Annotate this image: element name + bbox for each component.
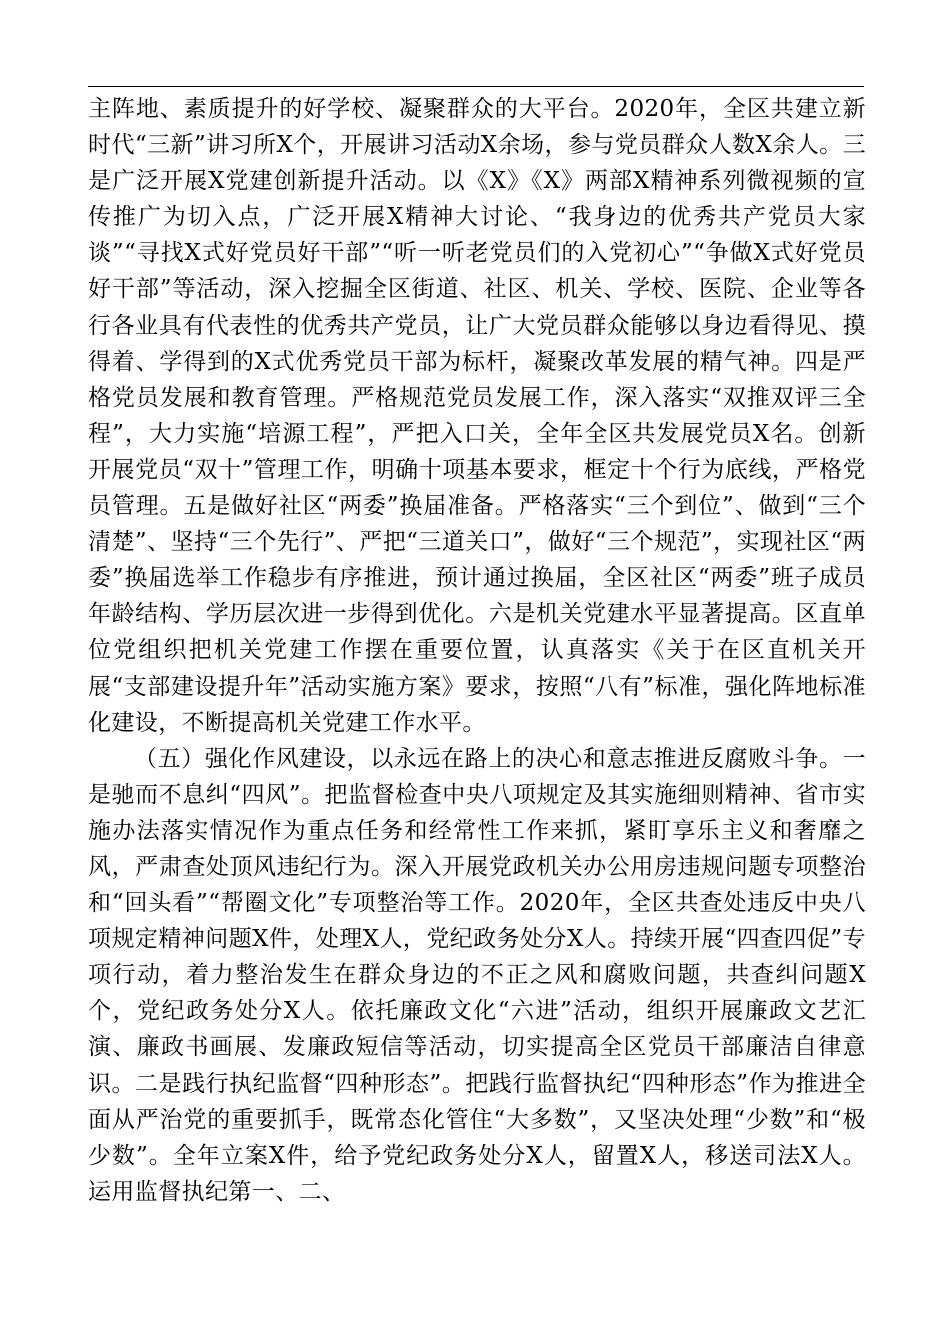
document-body (88, 91, 866, 1210)
header-rule (88, 86, 864, 87)
paragraph-section-five: （五）强化作风建设，以永远在路上的决心和意志推进反腐败斗争。一是驰而不息纠“四风”。把监督检查中央八项规定及其实施细则精神、省市实施办法落实情况作为重点任务和经常性工作来抓，紧盯享乐主义和奢靡之风，严肃查处顶风违纪行为。深入开展党政机关办公用房违规问题专项整治和“回头看”“帮圈文化”专项整治等工作。2020年，全区共查处违反中央八项规定精神问题X件，处理X人，党纪政务处分X人。持续开展“四查四促”专项行动，着力整治发生在群众身边的不正之风和腐败问题，共查纠问题X个，党纪政务处分X人。依托廉政文化“六进”活动，组织开展廉政文艺汇演、廉政书画展、发廉政短信等活动，切实提高全区党员干部廉洁自律意识。二是践行执纪监督“四种形态”。把践行监督执纪“四种形态”作为推进全面从严治党的重要抓手，既常态化管住“大多数”，又坚决处理“少数”和“极少数”。全年立案X件，给予党纪政务处分X人，留置X人，移送司法X人。运用监督执纪第一、二、 (88, 745, 866, 1205)
paragraph-continuation: 主阵地、素质提升的好学校、凝聚群众的大平台。2020年，全区共建立新时代“三新”讲习所X个，开展讲习活动X余场，参与党员群众人数X余人。三是广泛开展X党建创新提升活动。以《X》《X》两部X精神系列微视频的宣传推广为切入点，广泛开展X精神大讨论、“我身边的优秀共产党员大家谈”“寻找X式好党员好干部”“听一听老党员们的入党初心”“争做X式好党员好干部”等活动，深入挖掘全区街道、社区、机关、学校、医院、企业等各行各业具有代表性的优秀共产党员，让广大党员群众能够以身边看得见、摸得着、学得到的X式优秀党员干部为标杆，凝聚改革发展的精气神。四是严格党员发展和教育管理。严格规范党员发展工作，深入落实“双推双评三全程”，大力实施“培源工程”，严把入口关，全年全区共发展党员X名。创新开展党员“双十”管理工作，明确十项基本要求，框定十个行为底线，严格党员管理。五是做好社区“两委”换届准备。严格落实“三个到位”、做到“三个清楚”、坚持“三个先行”、严把“三道关口”，做好“三个规范”，实现社区“两委”换届选举工作稳步有序推进，预计通过换届，全区社区“两委”班子成员年龄结构、学历层次进一步得到优化。六是机关党建水平显著提高。区直单位党组织把机关党建工作摆在重要位置，认真落实《关于在区直机关开展“支部建设提升年”活动实施方案》要求，按照“八有”标准，强化阵地标准化建设，不断提高机关党建工作水平。 (88, 96, 866, 736)
